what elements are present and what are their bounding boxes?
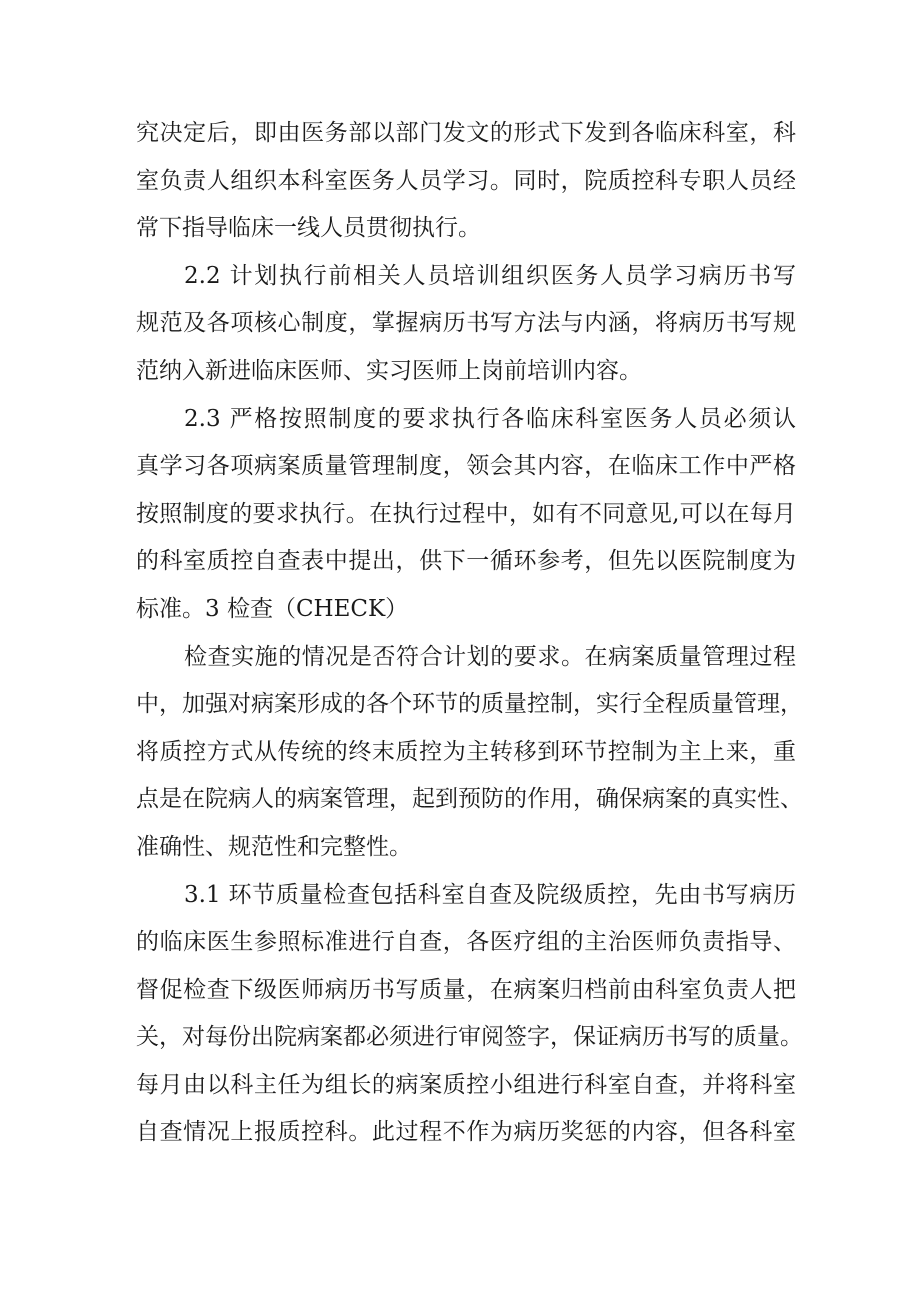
- text-line: 范纳入新进临床医师、实习医师上岗前培训内容。: [136, 357, 642, 384]
- section-2-3-first-line: 2.3 严格按照制度的要求执行各临床科室医务人员必须认: [184, 405, 796, 432]
- text-line: 究决定后，即由医务部以部门发文的形式下发到各临床科室，科: [136, 120, 796, 146]
- text-line: 按照制度的要求执行。在执行过程中，如有不同意见,可以在每月: [136, 500, 796, 527]
- paragraph-first-line: 检查实施的情况是否符合计划的要求。在病案质量管理过程: [184, 643, 796, 670]
- text-line: 常下指导临床一线人员贯彻执行。: [136, 215, 481, 242]
- text-line: 自查情况上报质控科。此过程不作为病历奖惩的内容，但各科室: [136, 1119, 796, 1146]
- text-line: 督促检查下级医师病历书写质量，在病案归档前由科室负责人把: [136, 976, 796, 1003]
- section-2-2-first-line: 2.2 计划执行前相关人员培训组织医务人员学习病历书写: [184, 262, 796, 289]
- text-line: 室负责人组织本科室医务人员学习。同时，院质控科专职人员经: [136, 167, 796, 194]
- text-line: 每月由以科主任为组长的病案质控小组进行科室自查，并将科室: [136, 1071, 796, 1098]
- document-body: [136, 110, 803, 1157]
- text-line: 准确性、规范性和完整性。: [136, 833, 412, 860]
- text-line: 点是在院病人的病案管理，起到预防的作用，确保病案的真实性、: [136, 786, 803, 813]
- text-line: 关，对每份出院病案都必须进行审阅签字，保证病历书写的质量。: [136, 1024, 803, 1051]
- text-line: 规范及各项核心制度，掌握病历书写方法与内涵，将病历书写规: [136, 310, 796, 337]
- text-line: 的临床医生参照标准进行自查，各医疗组的主治医师负责指导、: [136, 929, 796, 956]
- text-line: 将质控方式从传统的终末质控为主转移到环节控制为主上来，重: [136, 738, 796, 765]
- text-line: 的科室质控自查表中提出，供下一循环参考，但先以医院制度为: [136, 548, 796, 575]
- section-3-1-first-line: 3.1 环节质量检查包括科室自查及院级质控，先由书写病历: [184, 881, 796, 908]
- text-line: 真学习各项病案质量管理制度，领会其内容，在临床工作中严格: [136, 453, 796, 480]
- section-3-heading-line: 标准。3 检查（CHECK）: [136, 595, 409, 622]
- text-line: 中，加强对病案形成的各个环节的质量控制，实行全程质量管理，: [136, 691, 803, 718]
